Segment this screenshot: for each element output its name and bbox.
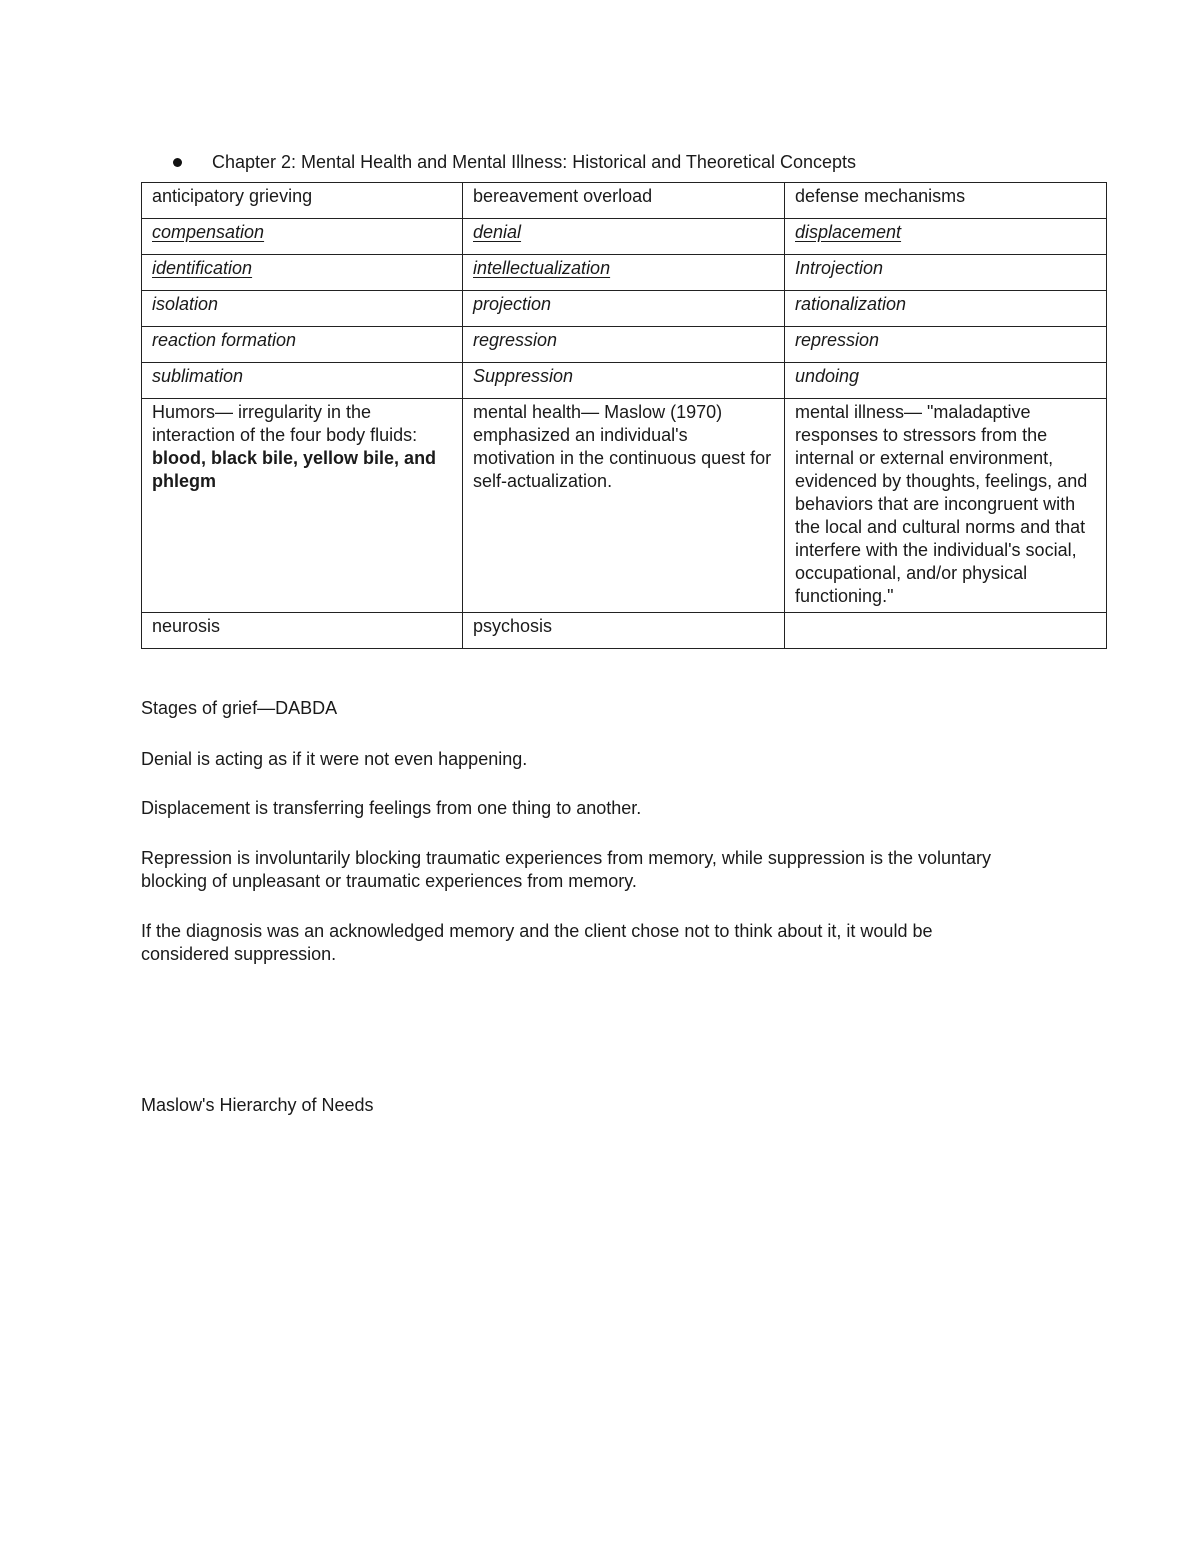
term-text: repression [795, 330, 880, 350]
suppression-paragraph: If the diagnosis was an acknowledged memory and the client chose not to think about it, it would be considered suppression. [141, 921, 933, 964]
denial-paragraph: Denial is acting as if it were not even happening. [141, 749, 528, 769]
table-cell [785, 219, 1107, 255]
table-cell [463, 291, 785, 327]
term-text: sublimation [152, 366, 244, 386]
bullet-icon [173, 158, 182, 167]
humors-cell [142, 399, 463, 613]
table-cell [142, 291, 463, 327]
maslow-heading: Maslow's Hierarchy of Needs [141, 1095, 374, 1115]
term-text: undoing [795, 366, 860, 386]
table-cell [463, 363, 785, 399]
term-text: rationalization [795, 294, 907, 314]
humors-fluids: blood, black bile, yellow bile, and phlegm [152, 448, 437, 491]
term-text: denial [473, 222, 522, 242]
table-cell [785, 327, 1107, 363]
table-row [142, 613, 1107, 649]
table-cell: anticipatory grieving [142, 183, 463, 219]
table-row [142, 363, 1107, 399]
table-cell: neurosis [142, 613, 463, 649]
term-text: identification [152, 258, 253, 278]
term-text: intellectualization [473, 258, 611, 278]
table-cell [785, 363, 1107, 399]
table-row [142, 183, 1107, 219]
term-text: Introjection [795, 258, 884, 278]
grief-stages-heading: Stages of grief—DABDA [141, 698, 338, 718]
table-cell: bereavement overload [463, 183, 785, 219]
term-text: projection [473, 294, 552, 314]
term-text: isolation [152, 294, 219, 314]
mental-illness-cell: mental illness— "maladaptive responses to stressors from the internal or external environment, evidenced by thoughts, feelings, and behaviors that are incongruent with the local and cultural norms and that interfere with the individual's social, occupational, and/or physical functioning." [785, 399, 1107, 613]
table-cell: defense mechanisms [785, 183, 1107, 219]
table-cell [463, 219, 785, 255]
term-text: compensation [152, 222, 265, 242]
table-cell [142, 219, 463, 255]
table-cell [785, 255, 1107, 291]
term-text: regression [473, 330, 558, 350]
term-text: reaction formation [152, 330, 297, 350]
table-row [142, 327, 1107, 363]
humors-lead: Humors— irregularity in the interaction of the four body fluids: [152, 402, 418, 445]
table-row [142, 255, 1107, 291]
table-cell [463, 327, 785, 363]
table-row [142, 399, 1107, 613]
table-cell [142, 255, 463, 291]
repression-paragraph: Repression is involuntarily blocking traumatic experiences from memory, while suppression is the voluntary blocking of unpleasant or traumatic experiences from memory. [141, 848, 992, 891]
table-cell [142, 363, 463, 399]
term-text: displacement [795, 222, 902, 242]
table-row [142, 291, 1107, 327]
displacement-paragraph: Displacement is transferring feelings from one thing to another. [141, 798, 642, 818]
table-cell [142, 327, 463, 363]
table-row [142, 219, 1107, 255]
table-cell: psychosis [463, 613, 785, 649]
terms-table [141, 182, 1107, 649]
mental-health-cell: mental health— Maslow (1970) emphasized an individual's motivation in the continuous quest for self-actualization. [463, 399, 785, 613]
term-text: Suppression [473, 366, 574, 386]
table-cell [785, 291, 1107, 327]
chapter-heading-text: Chapter 2: Mental Health and Mental Illness: Historical and Theoretical Concepts [212, 152, 857, 172]
table-cell [463, 255, 785, 291]
table-cell [785, 613, 1107, 649]
